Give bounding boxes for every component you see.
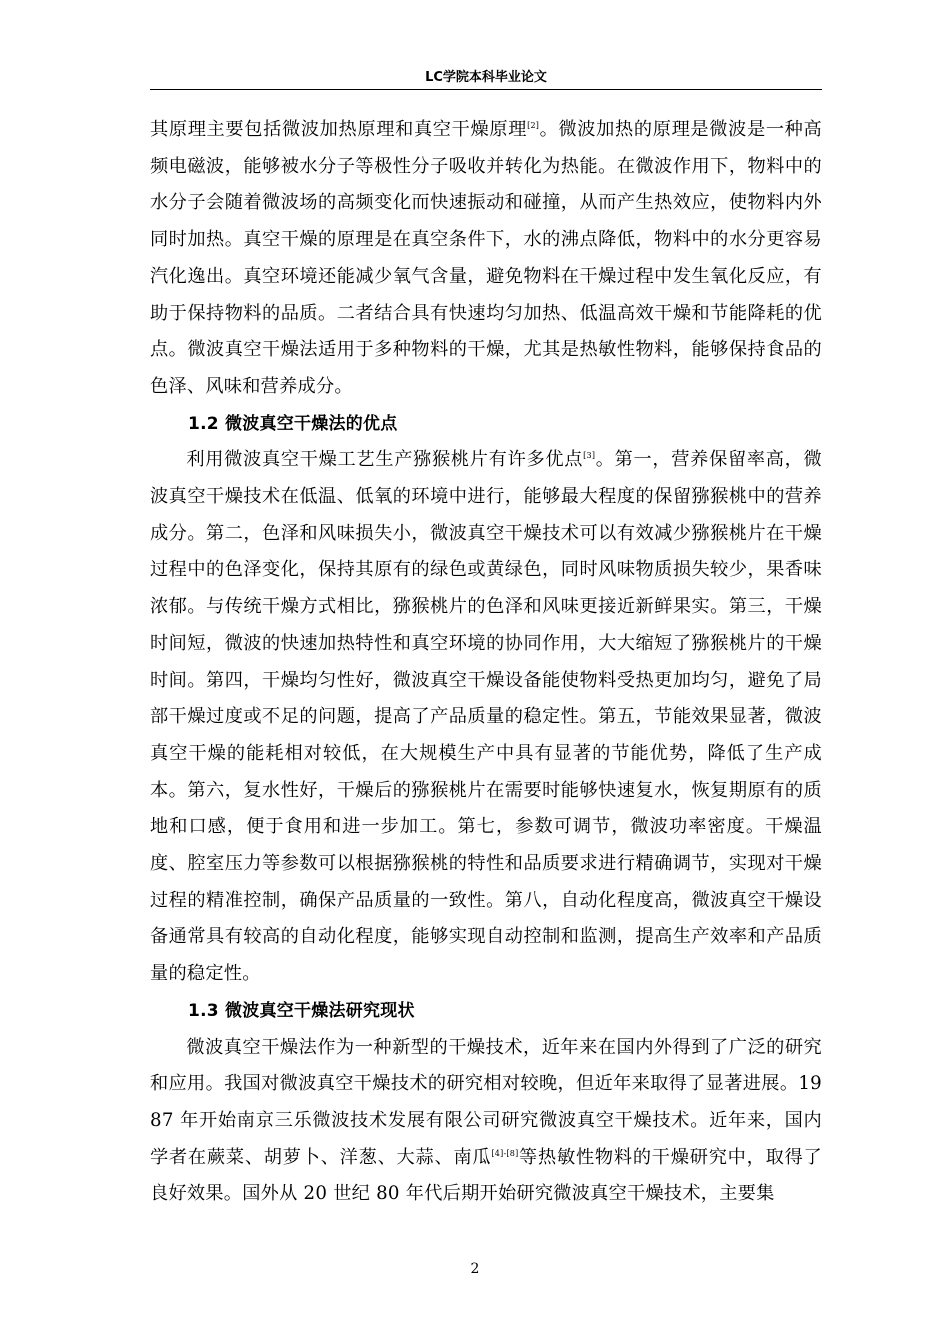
section-heading-1-3: 1.3 微波真空干燥法研究现状	[188, 1000, 415, 1021]
paragraph-text: 微波真空干燥法作为一种新型的干燥技术，近年来在国内外得到了广泛的研究和应用。我国对微波真空干燥技术的研究相对较晚，但近年来取得了显著进展。1987 年开始南京三乐微波技术发展有限公司研究微波真空干燥技术。近年来，国内学者在蕨菜、胡萝卜、洋葱、大蒜、南瓜	[150, 1036, 822, 1168]
citation: [4]-[8]	[491, 1148, 519, 1158]
paragraph-text: 。微波加热的原理是微波是一种高频电磁波，能够被水分子等极性分子吸收并转化为热能。在微波作用下，物料中的水分子会随着微波场的高频变化而快速振动和碰撞，从而产生热效应，使物料内外同时加热。真空干燥的原理是在真空条件下，水的沸点降低，物料中的水分更容易汽化逸出。真空环境还能减少氧气含量，避免物料在干燥过程中发生氧化反应，有助于保持物料的品质。二者结合具有快速均匀加热、低温高效干燥和节能降耗的优点。微波真空干燥法适用于多种物料的干燥，尤其是热敏性物料，能够保持食品的色泽、风味和营养成分。	[150, 119, 822, 397]
paragraph-text: 。第一，营养保留率高，微波真空干燥技术在低温、低氧的环境中进行，能够最大程度的保留猕猴桃中的营养成分。第二，色泽和风味损失小，微波真空干燥技术可以有效减少猕猴桃片在干燥过程中的色泽变化，保持其原有的绿色或黄绿色，同时风味物质损失较少，果香味浓郁。与传统干燥方式相比，猕猴桃片的色泽和风味更接近新鲜果实。第三，干燥时间短，微波的快速加热特性和真空环境的协同作用，大大缩短了猕猴桃片的干燥时间。第四，干燥均匀性好，微波真空干燥设备能使物料受热更加均匀，避免了局部干燥过度或不足的问题，提高了产品质量的稳定性。第五，节能效果显著，微波真空干燥的能耗相对较低，在大规模生产中具有显著的节能优势，降低了生产成本。第六，复水性好，干燥后的猕猴桃片在需要时能够快速复水，恢复期原有的质地和口感，便于食用和进一步加工。第七，参数可调节，微波功率密度。干燥温度、腔室压力等参数可以根据猕猴桃的特性和品质要求进行精确调节，实现对干燥过程的精准控制，确保产品质量的一致性。第八，自动化程度高，微波真空干燥设备通常具有较高的自动化程度，能够实现自动控制和监测，提高生产效率和产品质量的稳定性。	[150, 449, 822, 985]
page-body	[150, 112, 822, 1213]
citation: [3]	[583, 451, 596, 461]
body-paragraph	[150, 1030, 822, 1214]
body-paragraph	[150, 112, 822, 406]
body-paragraph	[150, 442, 822, 993]
paragraph-text: 等热敏性物料的干燥研究中，取得了良好效果。国外从 20 世纪 80 年代后期开始研究微波真空干燥技术，主要集	[150, 1146, 822, 1205]
header-rule	[150, 89, 822, 90]
paragraph-text: 利用微波真空干燥工艺生产猕猴桃片有许多优点	[186, 449, 584, 471]
page-number: 2	[470, 1261, 480, 1277]
citation: [2]	[527, 120, 540, 130]
running-header: LC学院本科毕业论文	[425, 70, 547, 85]
section-heading-1-2: 1.2 微波真空干燥法的优点	[188, 413, 398, 434]
paragraph-text: 其原理主要包括微波加热原理和真空干燥原理	[150, 119, 528, 140]
